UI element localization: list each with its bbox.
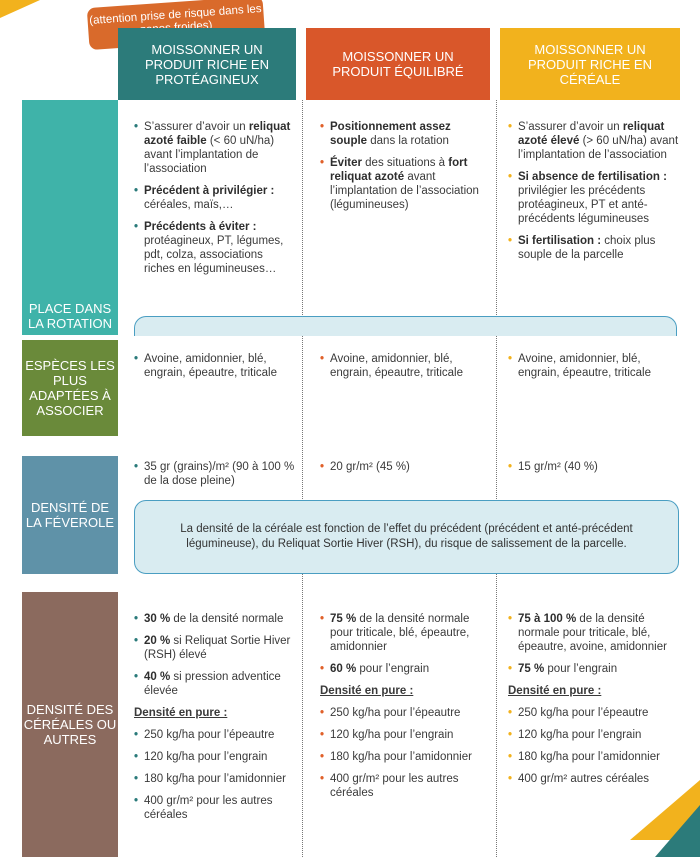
rotation-bubble-edge (134, 316, 677, 336)
list-item: • 120 kg/ha pour l’engrain (134, 750, 296, 764)
column-divider (302, 100, 303, 857)
especes-cell-equilibre (320, 352, 490, 388)
list-item: • Avoine, amidonnier, blé, engrain, épeautre, triticale (508, 352, 680, 380)
list-item: • 30 % de la densité normale (134, 612, 296, 626)
list-item: • 60 % pour l’engrain (320, 662, 490, 676)
list-item: • 250 kg/ha pour l’épeautre (508, 706, 680, 720)
corner-decoration-top (0, 0, 40, 22)
list-item: • Avoine, amidonnier, blé, engrain, épeautre, triticale (320, 352, 490, 380)
rotation-cell-cereale (508, 120, 680, 270)
list-item: • 40 % si pression adventice élevée (134, 670, 296, 698)
risk-note: (attention prise de risque dans les froides) (87, 0, 266, 50)
feverole-cell-proteagineux (134, 460, 296, 496)
cereal-density-note: La densité de la céréale est fonction de l’effet du précédent (précédent et anté-précédent légumineuse), du Reliquat Sortie Hiver (RSH), du risque de salissement de la parcelle. (134, 500, 679, 574)
row-label-cereales: DENSITÉ DES CÉRÉALES OU AUTRES (22, 592, 118, 857)
list-item: • 400 gr/m² pour les autres céréales (320, 772, 490, 800)
rotation-cell-equilibre (320, 120, 490, 220)
list-item: • 120 kg/ha pour l’engrain (508, 728, 680, 742)
row-label-especes: ESPÈCES LES PLUS ADAPTÉES À ASSOCIER (22, 340, 118, 436)
list-item: • Si fertilisation : choix plus souple de la parcelle (508, 234, 680, 262)
list-item: • 180 kg/ha pour l’amidonnier (320, 750, 490, 764)
feverole-cell-equilibre (320, 460, 490, 482)
list-item: • 400 gr/m² autres céréales (508, 772, 680, 786)
list-item: • 15 gr/m² (40 %) (508, 460, 680, 474)
pure-density-heading: Densité en pure : (508, 685, 602, 697)
list-item: • 75 % pour l’engrain (508, 662, 680, 676)
cereales-cell-proteagineux (134, 612, 296, 830)
list-item: • Si absence de fertilisation : privilégier les précédents protéagineux, PT et anté-précédents légumineuses (508, 170, 680, 226)
pure-density-heading: Densité en pure : (134, 707, 228, 719)
list-item: • S’assurer d’avoir un reliquat azoté faible (< 60 uN/ha) avant l’implantation de l’association (134, 120, 296, 176)
row-label-feverole: DENSITÉ DE LA FÉVEROLE (22, 456, 118, 574)
list-item: • 180 kg/ha pour l’amidonnier (134, 772, 296, 786)
feverole-cell-cereale (508, 460, 680, 482)
row-label-rotation: PLACE DANS LA ROTATION (22, 100, 118, 335)
list-item: • Éviter des situations à fort reliquat azoté avant l’implantation de l’association (légumineuses) (320, 156, 490, 212)
list-item: • Positionnement assez souple dans la rotation (320, 120, 490, 148)
rotation-cell-proteagineux (134, 120, 296, 284)
list-item: • Avoine, amidonnier, blé, engrain, épeautre, triticale (134, 352, 296, 380)
cereales-cell-equilibre (320, 612, 490, 808)
column-header-equilibre: MOISSONNER UN PRODUIT ÉQUILIBRÉ (306, 28, 490, 100)
especes-cell-proteagineux (134, 352, 296, 388)
column-header-cereale: MOISSONNER UN PRODUIT RICHE EN CÉRÉALE (500, 28, 680, 100)
list-item: • 35 gr (grains)/m² (90 à 100 % de la dose pleine) (134, 460, 296, 488)
especes-cell-cereale (508, 352, 680, 388)
list-item: • 120 kg/ha pour l’engrain (320, 728, 490, 742)
list-item: • 400 gr/m² pour les autres céréales (134, 794, 296, 822)
list-item: • Précédents à éviter : protéagineux, PT, légumes, pdt, colza, associations riches en légumineuses… (134, 220, 296, 276)
pure-density-heading: Densité en pure : (320, 685, 414, 697)
column-header-proteagineux: MOISSONNER UN PRODUIT RICHE EN PROTÉAGINEUX (118, 28, 296, 100)
column-divider (496, 100, 497, 857)
list-item: • 75 % de la densité normale pour triticale, blé, épeautre, amidonnier (320, 612, 490, 654)
list-item: • 250 kg/ha pour l’épeautre (134, 728, 296, 742)
list-item: • 250 kg/ha pour l’épeautre (320, 706, 490, 720)
list-item: • 75 à 100 % de la densité normale pour triticale, blé, épeautre, avoine, amidonnier (508, 612, 680, 654)
list-item: • Précédent à privilégier : céréales, maïs,… (134, 184, 296, 212)
list-item: • 180 kg/ha pour l’amidonnier (508, 750, 680, 764)
cereales-cell-cereale (508, 612, 680, 794)
list-item: • 20 % si Reliquat Sortie Hiver (RSH) élevé (134, 634, 296, 662)
list-item: • 20 gr/m² (45 %) (320, 460, 490, 474)
list-item: • S’assurer d’avoir un reliquat azoté élevé (> 60 uN/ha) avant l’implantation de l’association (508, 120, 680, 162)
